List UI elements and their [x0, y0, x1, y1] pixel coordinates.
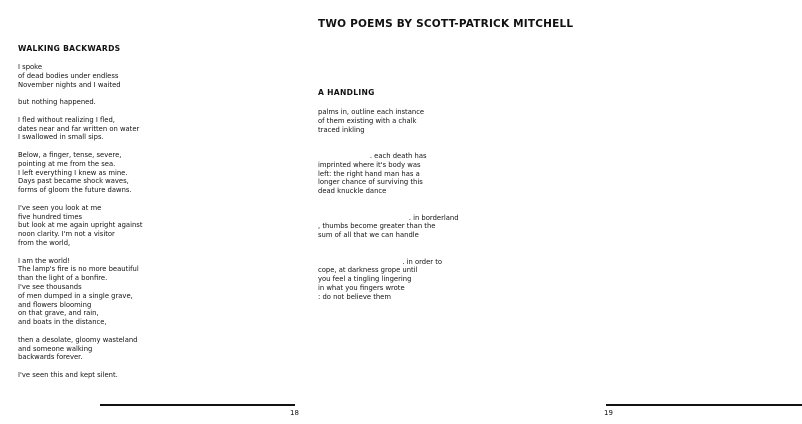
poem-line: The lamp's fire is no more beautiful: [18, 265, 139, 274]
poem-line: you feel a tingling lingering: [318, 275, 412, 284]
poem-line: and someone walking: [18, 344, 93, 353]
poem-line: [318, 249, 588, 258]
poem-line: noon clarity. I'm not a visitor: [18, 230, 115, 239]
poem-line: I swallowed in small sips.: [18, 133, 104, 142]
stanza: [318, 249, 588, 302]
stanza: [18, 336, 288, 362]
poem-line: I am the world!: [18, 256, 70, 265]
poem-line: dates near and far written on water: [18, 124, 140, 133]
poem-line: I've seen you look at me: [18, 203, 102, 212]
stanza: [18, 204, 288, 248]
poem-line: cope, at darkness grope until: [318, 266, 418, 275]
stanza: [18, 257, 288, 327]
poem-line: : do not believe them: [318, 292, 391, 301]
poem-line: I've seen this and kept silent.: [18, 370, 118, 379]
poem-line: pointing at me from the sea.: [18, 159, 116, 168]
poem-line: of men dumped in a single grave,: [18, 291, 133, 300]
poem-line: Below, a finger, tense, severe,: [18, 150, 122, 159]
footer-rule-right: [606, 404, 802, 406]
page-number-left: 18: [290, 409, 299, 417]
poem-line: forms of gloom the future dawns.: [18, 186, 132, 195]
poem-line: . in order to: [318, 257, 443, 266]
poem-line: traced inkling: [318, 125, 365, 134]
poem-line: but look at me again upright against: [18, 221, 143, 230]
poem-line: sum of all that we can handle: [318, 231, 419, 240]
footer-rule-left: [100, 404, 295, 406]
stanza: [18, 116, 288, 142]
poem-line: than the light of a bonfire.: [18, 274, 108, 283]
poem-line: dead knuckle dance: [318, 187, 387, 196]
stanza: [318, 108, 588, 134]
poem-line: of them existing with a chalk: [318, 116, 417, 125]
stanza: [318, 205, 588, 240]
right-page: [300, 0, 613, 424]
poem-line: but nothing happened.: [18, 98, 96, 107]
poem-line: I've see thousands: [18, 282, 82, 291]
poem-line: . each death has: [318, 151, 427, 160]
poem-line: in what you fingers wrote: [318, 283, 405, 292]
poem-line: I fled without realizing I fled,: [18, 115, 115, 124]
poem-line: five hundred times: [18, 212, 83, 221]
poem-line: palms in, outline each instance: [318, 108, 425, 116]
stanza: [18, 151, 288, 195]
poem-line: from the world,: [18, 238, 71, 247]
poem-line: imprinted where it's body was: [318, 160, 421, 169]
spread-title: TWO POEMS BY SCOTT-PATRICK MITCHELL: [318, 18, 574, 30]
poem-line: November nights and I waited: [18, 80, 121, 89]
page-number-right: 19: [604, 409, 613, 417]
stanza: [18, 63, 288, 89]
poem-line: of dead bodies under endless: [18, 71, 119, 80]
poem-line: and flowers blooming: [18, 300, 92, 309]
poem-line: backwards forever.: [18, 353, 83, 362]
poem-body-a-handling: [318, 108, 588, 310]
poem-line: left: the right hand man has a: [318, 169, 420, 178]
poem-line: [318, 205, 588, 214]
poem-title-a-handling: A HANDLING: [318, 88, 375, 97]
stanza: [18, 371, 288, 380]
poem-line: on that grave, and rain,: [18, 309, 99, 318]
poem-line: , thumbs become greater than the: [318, 222, 436, 231]
poem-line: Days past became shock waves,: [18, 177, 129, 186]
poem-line: I spoke: [18, 63, 43, 71]
poem-line: longer chance of surviving this: [318, 178, 423, 187]
poem-line: and boats in the distance,: [18, 318, 107, 327]
left-page: [0, 0, 300, 424]
poem-body-walking-backwards: [18, 63, 288, 388]
stanza: [18, 98, 288, 107]
poem-line: [318, 143, 588, 152]
poem-line: then a desolate, gloomy wasteland: [18, 335, 138, 344]
poem-line: I left everything I knew as mine.: [18, 168, 128, 177]
stanza: [318, 143, 588, 196]
poem-line: . in borderland: [318, 213, 459, 222]
poem-title-walking-backwards: WALKING BACKWARDS: [18, 44, 121, 53]
